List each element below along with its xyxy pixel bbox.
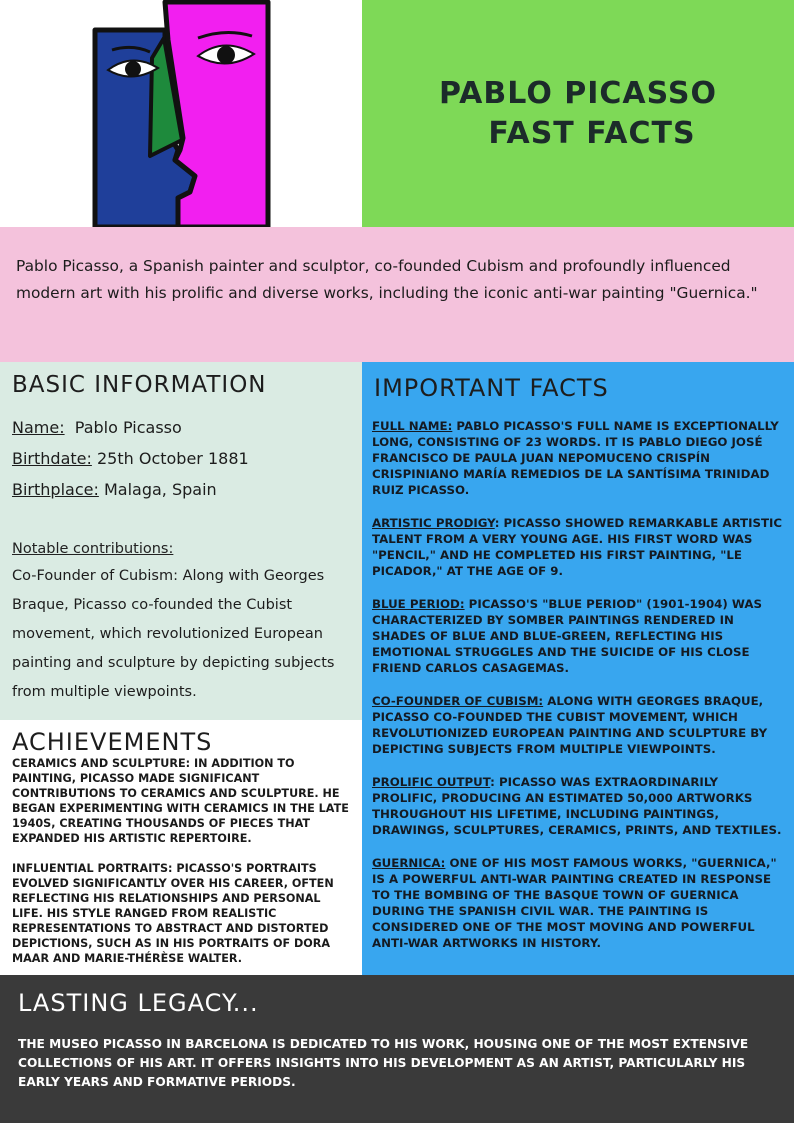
important-facts-heading: IMPORTANT FACTS	[374, 374, 609, 402]
fact-text: : PICASSO WAS EXTRAORDINARILY PROLIFIC, PRODUCING AN ESTIMATED 50,000 ARTWORKS THROUGHOUT HIS LIFETIME, INCLUDING PAINTINGS, DRAWINGS, SCULPTURES, CERAMICS, PRINTS, AND TEXTILES.	[372, 775, 782, 837]
intro-text: Pablo Picasso, a Spanish painter and sculptor, co-founded Cubism and profoundly influenced modern art with his prolific and diverse works, including the iconic anti-war painting "Guernica."	[16, 257, 758, 302]
fact-item	[372, 855, 784, 951]
header-title-panel	[362, 0, 794, 227]
fact-label: CO-FOUNDER OF CUBISM:	[372, 694, 544, 708]
birthplace-row	[12, 474, 350, 505]
lasting-legacy-text: THE MUSEO PICASSO IN BARCELONA IS DEDICATED TO HIS WORK, HOUSING ONE OF THE MOST EXTENSIVE COLLECTIONS OF HIS ART. IT OFFERS INSIGHTS INTO HIS DEVELOPMENT AS AN ARTIST, PARTICULARLY HIS EARLY YEARS AND FORMATIVE PERIODS.	[18, 1037, 749, 1089]
basic-information-heading: BASIC INFORMATION	[12, 372, 267, 398]
fact-label: GUERNICA:	[372, 856, 446, 870]
achievements-panel	[0, 720, 362, 975]
birthdate-label: Birthdate:	[12, 449, 92, 468]
cubist-face-icon	[0, 0, 362, 227]
notable-contributions-label: Notable contributions:	[12, 541, 174, 557]
notable-contributions-text: Co-Founder of Cubism: Along with Georges Braque, Picasso co-founded the Cubist movement, which revolutionized European painting and sculpture by depicting subjects from multiple viewpoints.	[12, 568, 335, 700]
page-title-line1: PABLO PICASSO	[438, 75, 718, 111]
name-label: Name:	[12, 418, 65, 437]
fact-text: PABLO PICASSO'S FULL NAME IS EXCEPTIONALLY LONG, CONSISTING OF 23 WORDS. IT IS PABLO DIEGO JOSÉ FRANCISCO DE PAULA JUAN NEPOMUCENO CRISPÍN CRISPINIANO MARÍA REMEDIOS DE LA SANTÍSIMA TRINIDAD RUIZ PICASSO.	[372, 419, 779, 497]
fact-text: : PICASSO SHOWED REMARKABLE ARTISTIC TALENT FROM A VERY YOUNG AGE. HIS FIRST WORD WAS "PENCIL," AND HE COMPLETED HIS FIRST PAINTING, "LE PICADOR," AT THE AGE OF 9.	[372, 516, 783, 578]
fact-text: ONE OF HIS MOST FAMOUS WORKS, "GUERNICA," IS A POWERFUL ANTI-WAR PAINTING CREATED IN RESPONSE TO THE BOMBING OF THE BASQUE TOWN OF GUERNICA DURING THE SPANISH CIVIL WAR. THE PAINTING IS CONSIDERED ONE OF THE MOST MOVING AND POWERFUL ANTI-WAR ARTWORKS IN HISTORY.	[372, 856, 777, 950]
fact-item	[372, 774, 784, 838]
birthplace-value: Malaga, Spain	[103, 480, 217, 499]
name-value: Pablo Picasso	[74, 418, 182, 437]
fact-text: PICASSO'S "BLUE PERIOD" (1901-1904) WAS CHARACTERIZED BY SOMBER PAINTINGS RENDERED IN SHADES OF BLUE AND BLUE-GREEN, REFLECTING HIS EMOTIONAL STRUGGLES AND THE SUICIDE OF HIS CLOSE FRIEND CARLOS CASAGEMAS.	[372, 597, 762, 675]
basic-information-panel	[0, 362, 362, 720]
fact-item	[372, 596, 784, 676]
fact-item	[372, 418, 784, 498]
fact-label: FULL NAME:	[372, 419, 453, 433]
achievement-item: INFLUENTIAL PORTRAITS: PICASSO'S PORTRAITS EVOLVED SIGNIFICANTLY OVER HIS CAREER, OFTEN REFLECTING HIS RELATIONSHIPS AND PERSONAL LIFE. HIS STYLE RANGED FROM REALISTIC REPRESENTATIONS TO ABSTRACT AND DISTORTED DEPICTIONS, SUCH AS IN HIS PORTRAITS OF DORA MAAR AND MARIE-THÉRÈSE WALTER.	[12, 862, 334, 965]
birthplace-label: Birthplace:	[12, 480, 99, 499]
birthdate-value: 25th October 1881	[96, 449, 249, 468]
fact-label: BLUE PERIOD:	[372, 597, 465, 611]
fact-item	[372, 515, 784, 579]
fact-label: ARTISTIC PRODIGY	[372, 516, 495, 530]
fact-text: ALONG WITH GEORGES BRAQUE, PICASSO CO-FOUNDED THE CUBIST MOVEMENT, WHICH REVOLUTIONIZED EUROPEAN PAINTING AND SCULPTURE BY DEPICTING SUBJECTS FROM MULTIPLE VIEWPOINTS.	[372, 694, 768, 756]
fact-item	[372, 693, 784, 757]
page-title-line2: FAST FACTS	[488, 115, 696, 151]
birthdate-row	[12, 443, 350, 474]
lasting-legacy-heading: LASTING LEGACY...	[18, 989, 259, 1017]
fact-label: PROLIFIC OUTPUT	[372, 775, 491, 789]
name-row	[12, 412, 350, 443]
header-illustration	[0, 0, 362, 227]
achievement-item: CERAMICS AND SCULPTURE: IN ADDITION TO PAINTING, PICASSO MADE SIGNIFICANT CONTRIBUTIONS TO CERAMICS AND SCULPTURE. HE BEGAN EXPERIMENTING WITH CERAMICS IN THE LATE 1940S, CREATING THOUSANDS OF PIECES THAT EXPANDED HIS ARTISTIC REPERTOIRE.	[12, 757, 349, 845]
important-facts-panel	[362, 362, 794, 975]
lasting-legacy-panel	[0, 975, 794, 1123]
achievements-heading: ACHIEVEMENTS	[12, 728, 213, 756]
intro-panel	[0, 227, 794, 362]
